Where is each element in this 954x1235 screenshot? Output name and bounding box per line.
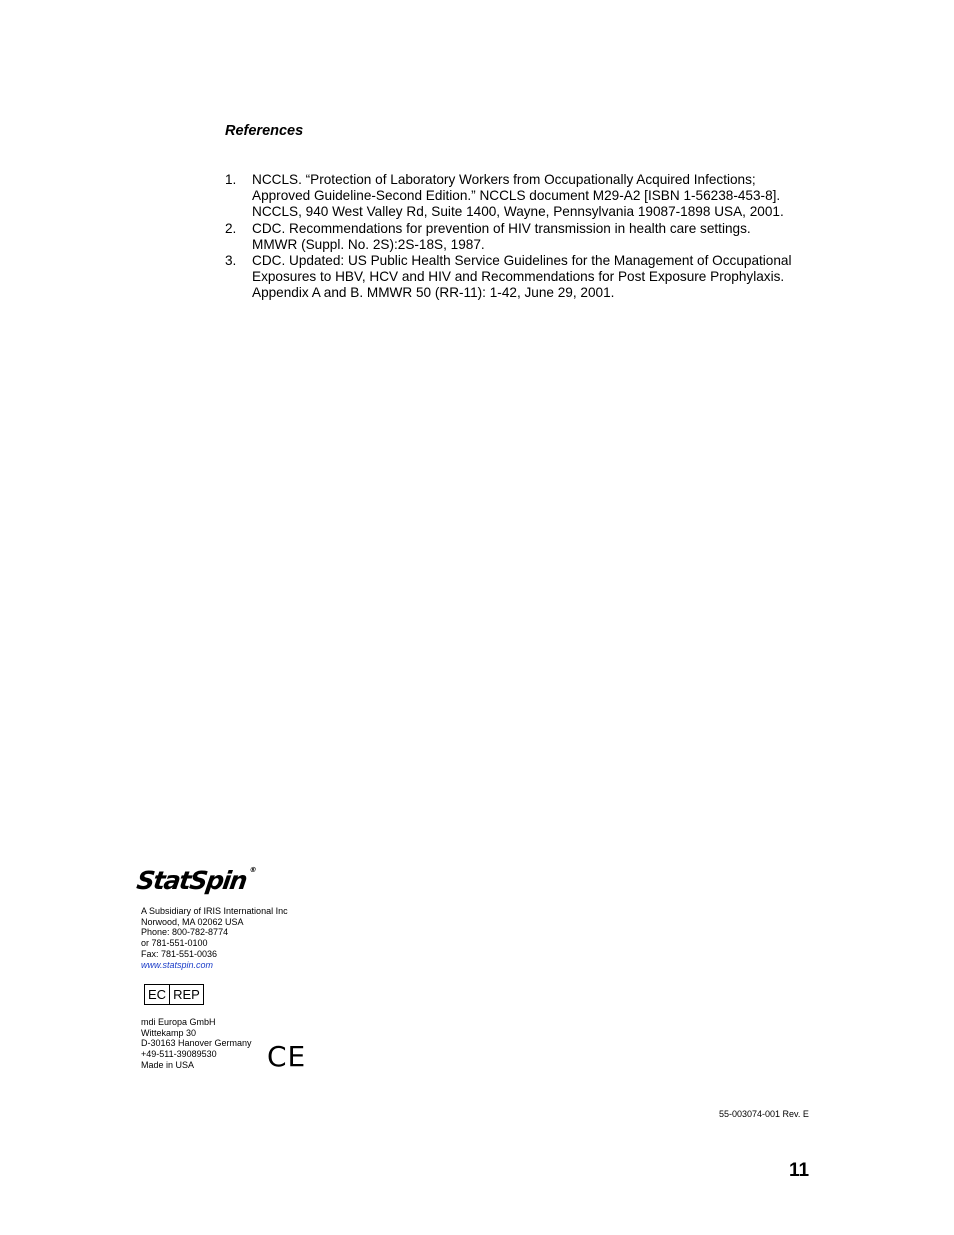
- reference-line: MMWR (Suppl. No. 2S):2S-18S, 1987.: [252, 236, 485, 252]
- reference-line: NCCLS. “Protection of Laboratory Workers from Occupationally Acquired Infections;: [252, 172, 756, 187]
- rep-company: mdi Europa GmbH: [141, 1017, 216, 1027]
- reference-number: 2.: [225, 220, 237, 236]
- reference-text: [252, 253, 825, 302]
- reference-item-3: [225, 253, 825, 302]
- reference-line: CDC. Updated: US Public Health Service Guidelines for the Management of Occupational: [252, 253, 792, 269]
- reference-text: [252, 221, 825, 253]
- reference-item-1: [225, 172, 825, 221]
- references-heading: References: [225, 123, 304, 139]
- document-number: 55-003074-001 Rev. E: [719, 1109, 809, 1119]
- company-city: Norwood, MA 02062 USA: [141, 916, 244, 927]
- rep-city: D-30163 Hanover Germany: [141, 1038, 252, 1049]
- ec-label: EC: [145, 985, 170, 1004]
- company-fax: Fax: 781-551-0036: [141, 948, 218, 959]
- rep-phone: +49-511-39089530: [141, 1049, 217, 1060]
- logo-text: StatSpin: [134, 866, 249, 895]
- rep-street: Wittekamp 30: [141, 1027, 197, 1038]
- reference-line: Approved Guideline-Second Edition.” NCCLS document M29-A2 [ISBN 1-56238-453-8].: [252, 188, 781, 204]
- company-phone-alt: or 781-551-0100: [141, 938, 208, 949]
- company-subsidiary: A Subsidiary of IRIS International Inc: [141, 906, 288, 916]
- made-in: Made in USA: [141, 1059, 195, 1070]
- website-link[interactable]: www.statspin.com: [141, 959, 214, 970]
- reference-line: Exposures to HBV, HCV and HIV and Recommendations for Post Exposure Prophylaxis.: [252, 269, 785, 285]
- reference-line: Appendix A and B. MMWR 50 (RR-11): 1-42, June 29, 2001.: [252, 285, 615, 301]
- ec-rep-symbol: [144, 984, 204, 1005]
- company-phone: Phone: 800-782-8774: [141, 927, 229, 938]
- reference-number: 1.: [225, 172, 237, 187]
- reference-number: 3.: [225, 253, 237, 269]
- rep-label: REP: [173, 987, 200, 1002]
- company-address: [141, 906, 288, 970]
- reference-line: CDC. Recommendations for prevention of HIV transmission in health care settings.: [252, 220, 751, 236]
- reference-line: NCCLS, 940 West Valley Rd, Suite 1400, Wayne, Pennsylvania 19087-1898 USA, 2001.: [252, 204, 784, 220]
- reference-text: [252, 172, 825, 221]
- ce-mark-icon: CE: [267, 1040, 307, 1073]
- representative-address: [141, 1017, 252, 1071]
- registered-mark: ®: [248, 866, 258, 874]
- page-number: 11: [789, 1160, 810, 1181]
- statspin-logo: [135, 866, 257, 895]
- references-list: [225, 172, 825, 302]
- reference-item-2: [225, 221, 825, 253]
